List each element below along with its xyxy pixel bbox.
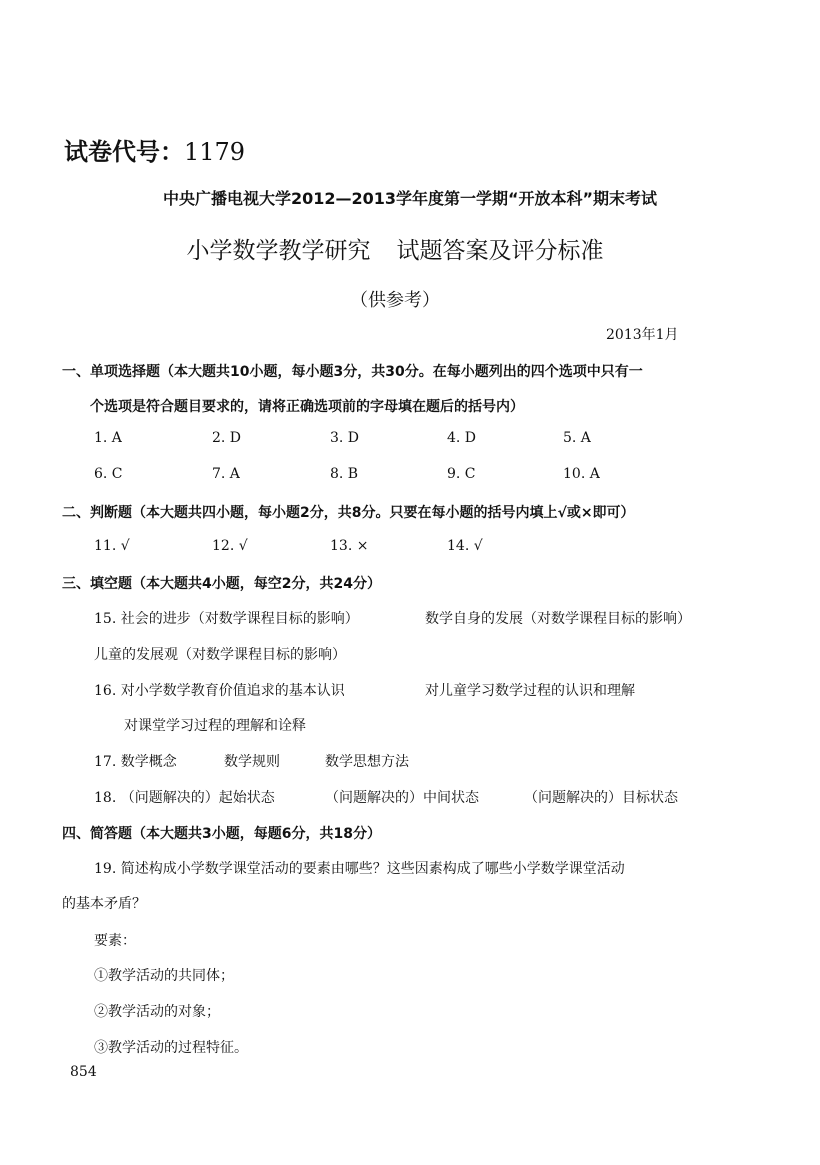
university-exam-line: 中央广播电视大学2012—2013学年度第一学期“开放本科”期末考试 <box>162 189 658 208</box>
section2-heading: 二、判断题（本大题共四小题，每小题2分，共8分。只要在每小题的括号内填上√或×即可） <box>62 505 635 521</box>
elements-label: 要素： <box>94 933 136 949</box>
page-number: 854 <box>70 1064 97 1080</box>
exam-date: 2013年1月 <box>606 327 679 343</box>
section1-heading-line1: 一、单项选择题（本大题共10小题，每小题3分，共30分。在每小题列出的四个选项中只有一 <box>62 364 643 380</box>
answer-9: 9. C <box>447 466 476 482</box>
answer-2: 2. D <box>212 430 242 446</box>
q16-part1: 16. 对小学数学教育价值追求的基本认识 <box>94 683 345 699</box>
element-2: ②教学活动的对象； <box>94 1004 220 1020</box>
answer-11: 11. √ <box>94 538 130 554</box>
q15-part3: 儿童的发展观（对数学课程目标的影响） <box>94 647 346 663</box>
q19-line1: 19. 简述构成小学数学课堂活动的要素由哪些？这些因素构成了哪些小学数学课堂活动 <box>94 861 625 877</box>
q18-part3: （问题解决的）目标状态 <box>524 790 678 806</box>
reference-note: （供参考） <box>350 290 440 311</box>
answer-5: 5. A <box>563 430 591 446</box>
q19-line2: 的基本矛盾？ <box>62 896 146 912</box>
q15-part2: 数学自身的发展（对数学课程目标的影响） <box>425 611 691 627</box>
section4-heading: 四、简答题（本大题共3小题，每题6分，共18分） <box>62 826 381 842</box>
paper-code-value: 1179 <box>184 138 246 166</box>
q16-part2: 对儿童学习数学过程的认识和理解 <box>425 683 635 699</box>
q17-part1: 17. 数学概念 <box>94 754 177 770</box>
q16-part3: 对课堂学习过程的理解和诠释 <box>124 718 306 734</box>
answer-12: 12. √ <box>212 538 248 554</box>
page-title <box>0 232 790 265</box>
section3-heading: 三、填空题（本大题共4小题，每空2分，共24分） <box>62 576 381 592</box>
answer-7: 7. A <box>212 466 240 482</box>
section1-heading-line2: 个选项是符合题目要求的，请将正确选项前的字母填在题后的括号内） <box>90 399 524 415</box>
q17-part3: 数学思想方法 <box>325 754 409 770</box>
q15-part1: 15. 社会的进步（对数学课程目标的影响） <box>94 611 359 627</box>
q18-part1: 18. （问题解决的）起始状态 <box>94 790 275 806</box>
course-title: 小学数学教学研究 <box>186 238 371 264</box>
q18-part2: （问题解决的）中间状态 <box>325 790 479 806</box>
paper-code <box>64 132 245 167</box>
q17-part2: 数学规则 <box>224 754 280 770</box>
paper-code-label: 试卷代号： <box>64 138 184 166</box>
element-1: ①教学活动的共同体； <box>94 968 234 984</box>
answer-13: 13. × <box>330 538 369 554</box>
element-3: ③教学活动的过程特征。 <box>94 1040 248 1056</box>
answer-8: 8. B <box>330 466 359 482</box>
answer-title: 试题答案及评分标准 <box>396 238 604 264</box>
answer-6: 6. C <box>94 466 123 482</box>
answer-14: 14. √ <box>447 538 483 554</box>
answer-3: 3. D <box>330 430 360 446</box>
answer-10: 10. A <box>563 466 600 482</box>
answer-4: 4. D <box>447 430 477 446</box>
answer-1: 1. A <box>94 430 122 446</box>
